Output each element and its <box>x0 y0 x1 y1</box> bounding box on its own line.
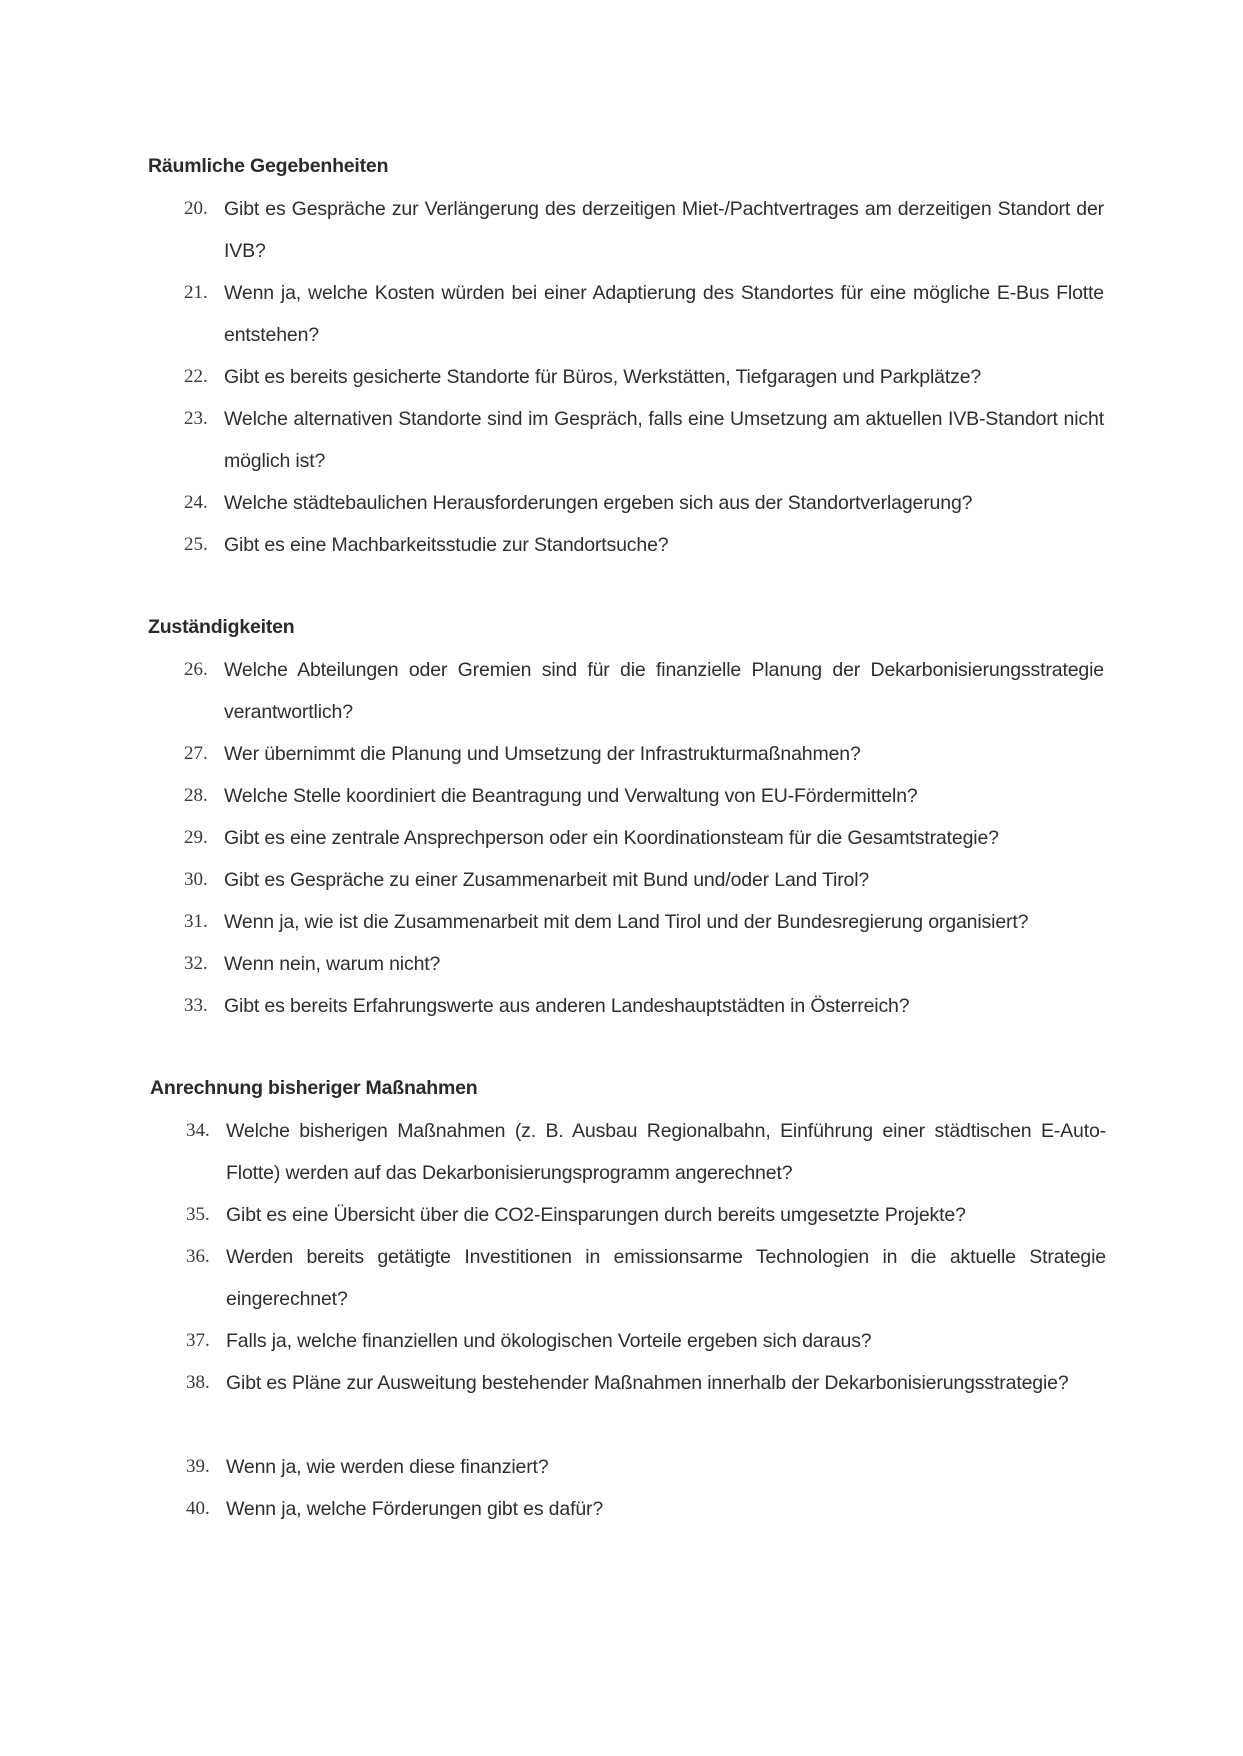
question-text: Gibt es eine Übersicht über die CO2-Einsparungen durch bereits umgesetzte Projekte? <box>226 1204 966 1226</box>
question-text: Gibt es eine zentrale Ansprechperson oder ein Koordinationsteam für die Gesamtstrategie? <box>224 827 999 849</box>
question-item <box>184 943 1104 985</box>
question-number: 21. <box>184 282 208 303</box>
question-text: Gibt es bereits Erfahrungswerte aus anderen Landeshauptstädten in Österreich? <box>224 995 910 1017</box>
section-heading-zustaendigkeiten: Zuständigkeiten <box>148 616 295 638</box>
question-text: Wenn ja, welche Förderungen gibt es dafür? <box>226 1498 604 1520</box>
section-heading-raeumliche-gegebenheiten: Räumliche Gegebenheiten <box>148 155 389 177</box>
question-text: Welche städtebaulichen Herausforderungen ergeben sich aus der Standortverlagerung? <box>224 492 973 514</box>
question-item <box>184 859 1104 901</box>
question-item <box>184 482 1104 524</box>
question-item <box>184 272 1104 356</box>
question-text: Falls ja, welche finanziellen und ökologischen Vorteile ergeben sich daraus? <box>226 1330 872 1352</box>
question-text: Wenn ja, wie werden diese finanziert? <box>226 1456 549 1478</box>
question-text: Gibt es eine Machbarkeitsstudie zur Standortsuche? <box>224 534 669 556</box>
question-item <box>184 356 1104 398</box>
question-text: Gibt es bereits gesicherte Standorte für Büros, Werkstätten, Tiefgaragen und Parkplätze? <box>224 366 982 388</box>
question-number: 22. <box>184 366 208 387</box>
question-text: Welche alternativen Standorte sind im Gespräch, falls eine Umsetzung am aktuellen IVB-Standort nicht möglich ist? <box>224 408 1104 472</box>
question-item <box>184 188 1104 272</box>
question-number: 32. <box>184 953 208 974</box>
question-number: 28. <box>184 785 208 806</box>
question-number: 40. <box>186 1498 210 1519</box>
question-item <box>184 817 1104 859</box>
question-number: 27. <box>184 743 208 764</box>
question-number: 30. <box>184 869 208 890</box>
question-item <box>186 1236 1106 1320</box>
question-text: Welche bisherigen Maßnahmen (z. B. Ausbau Regionalbahn, Einführung einer städtischen E-Auto-Flotte) werden auf das Dekarbonisierungsprogramm angerechnet? <box>226 1120 1106 1184</box>
question-item <box>184 901 1104 943</box>
question-item <box>186 1320 1106 1362</box>
question-text: Wer übernimmt die Planung und Umsetzung der Infrastrukturmaßnahmen? <box>224 743 861 765</box>
question-number: 26. <box>184 659 208 680</box>
question-text: Wenn ja, welche Kosten würden bei einer Adaptierung des Standortes für eine mögliche E-Bus Flotte entstehen? <box>224 282 1104 346</box>
question-number: 25. <box>184 534 208 555</box>
question-text: Welche Abteilungen oder Gremien sind für die finanzielle Planung der Dekarbonisierungsstrategie verantwortlich? <box>224 659 1104 723</box>
question-item <box>184 775 1104 817</box>
question-item <box>184 649 1104 733</box>
question-number: 33. <box>184 995 208 1016</box>
question-number: 31. <box>184 911 208 932</box>
question-item <box>184 398 1104 482</box>
question-text: Gibt es Gespräche zur Verlängerung des derzeitigen Miet-/Pachtvertrages am derzeitigen Standort der IVB? <box>224 198 1104 262</box>
question-number: 34. <box>186 1120 210 1141</box>
question-number: 23. <box>184 408 208 429</box>
question-text: Welche Stelle koordiniert die Beantragung und Verwaltung von EU-Fördermitteln? <box>224 785 918 807</box>
question-number: 36. <box>186 1246 210 1267</box>
question-number: 39. <box>186 1456 210 1477</box>
question-item <box>184 733 1104 775</box>
question-number: 37. <box>186 1330 210 1351</box>
question-item <box>186 1362 1106 1404</box>
question-text: Gibt es Pläne zur Ausweitung bestehender Maßnahmen innerhalb der Dekarbonisierungsstrategie? <box>226 1372 1069 1394</box>
question-item <box>186 1488 1106 1530</box>
question-text: Gibt es Gespräche zu einer Zusammenarbeit mit Bund und/oder Land Tirol? <box>224 869 870 891</box>
question-item <box>186 1194 1106 1236</box>
question-number: 20. <box>184 198 208 219</box>
question-item <box>186 1446 1106 1488</box>
question-number: 35. <box>186 1204 210 1225</box>
question-number: 24. <box>184 492 208 513</box>
question-number: 38. <box>186 1372 210 1393</box>
question-item <box>186 1110 1106 1194</box>
question-text: Wenn ja, wie ist die Zusammenarbeit mit dem Land Tirol und der Bundesregierung organisiert? <box>224 911 1029 933</box>
question-item <box>184 985 1104 1027</box>
question-item <box>184 524 1104 566</box>
section-heading-anrechnung-bisheriger-massnahmen: Anrechnung bisheriger Maßnahmen <box>150 1077 478 1099</box>
question-text: Wenn nein, warum nicht? <box>224 953 441 975</box>
question-text: Werden bereits getätigte Investitionen in emissionsarme Technologien in die aktuelle Strategie eingerechnet? <box>226 1246 1106 1310</box>
question-number: 29. <box>184 827 208 848</box>
